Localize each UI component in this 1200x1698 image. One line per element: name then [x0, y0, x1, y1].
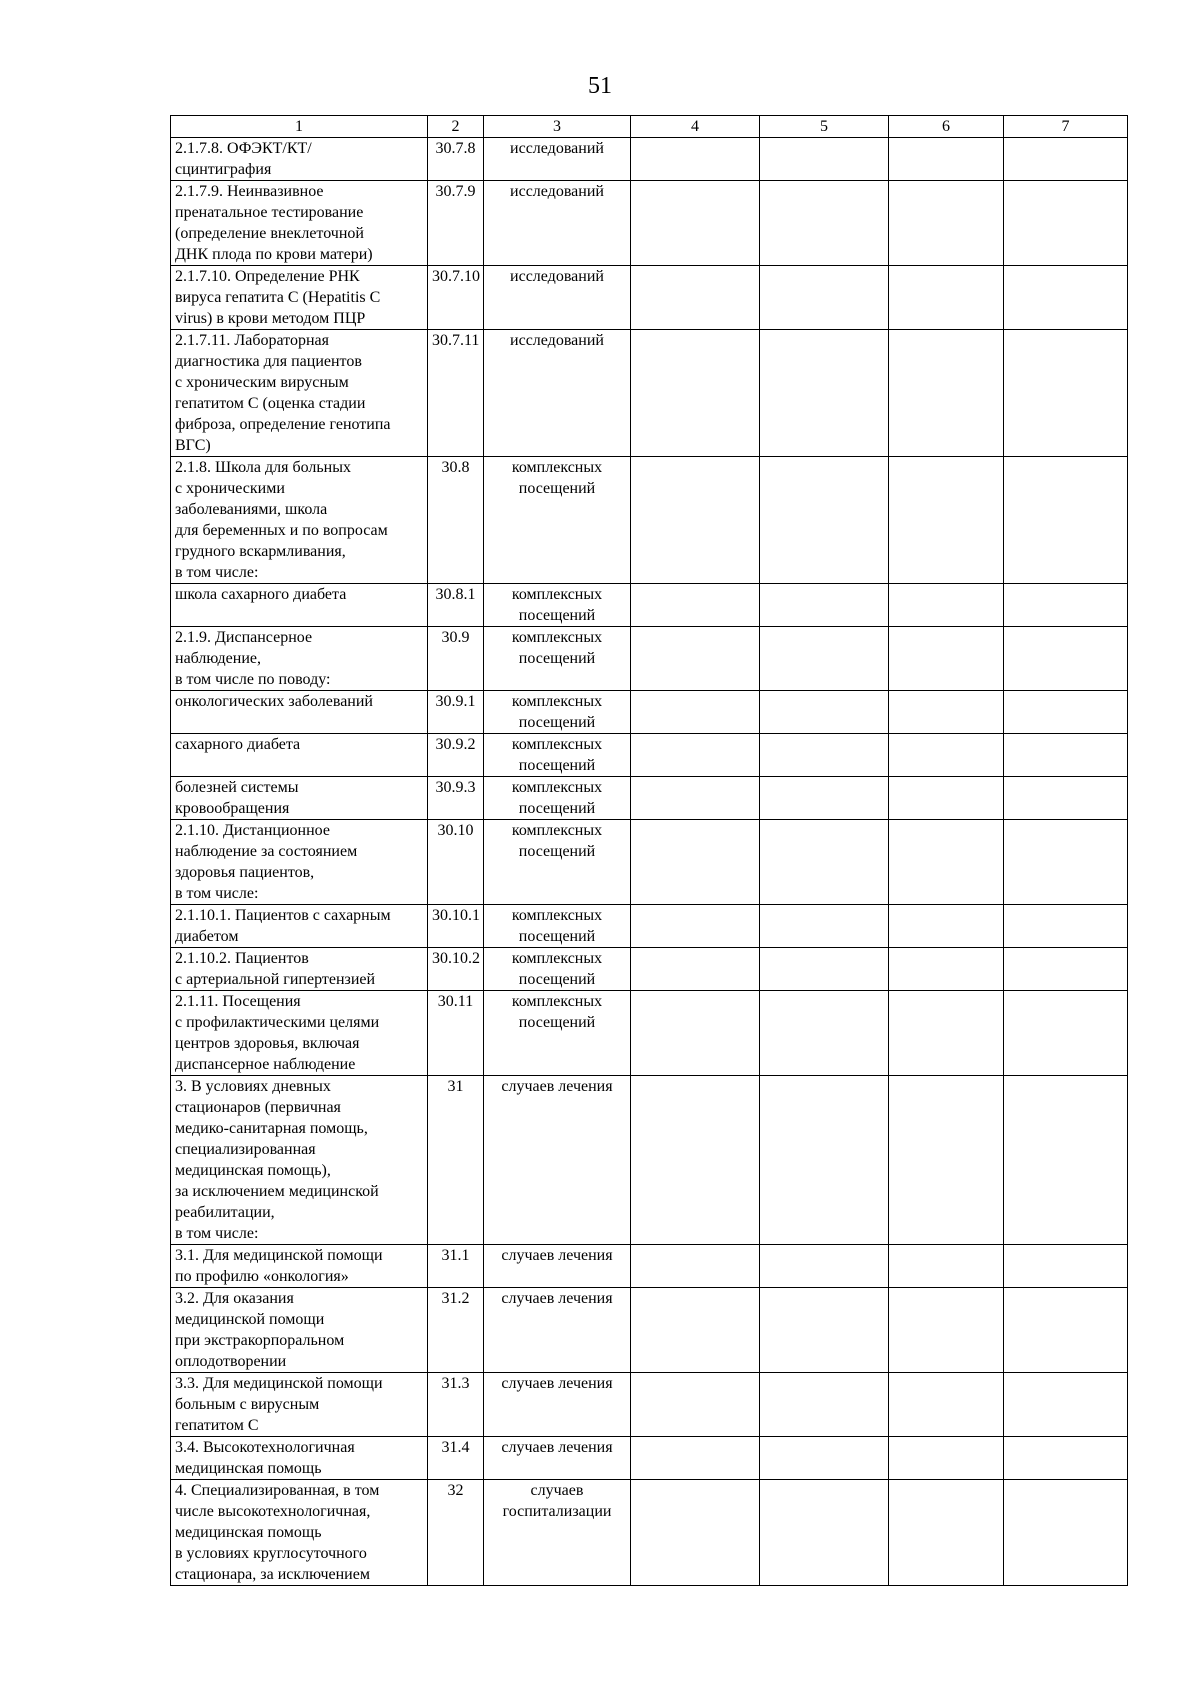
row-name-cell: 2.1.7.9. Неинвазивное пренатальное тестирование (определение внеклеточной ДНК плода по крови матери) [171, 181, 428, 266]
row-name-cell: 2.1.11. Посещения с профилактическими целями центров здоровья, включая диспансерное наблюдение [171, 991, 428, 1076]
row-name-cell: 2.1.10. Дистанционное наблюдение за состоянием здоровья пациентов, в том числе: [171, 820, 428, 905]
row-value-cell-7 [1004, 330, 1128, 457]
row-value-cell-6 [889, 1245, 1004, 1288]
row-unit-cell: случаев лечения [484, 1245, 631, 1288]
row-value-cell-6 [889, 330, 1004, 457]
table-row [171, 691, 1128, 734]
row-name-cell: 3.3. Для медицинской помощи больным с вирусным гепатитом С [171, 1373, 428, 1437]
row-value-cell-6 [889, 1288, 1004, 1373]
row-value-cell-7 [1004, 457, 1128, 584]
page-number: 51 [588, 73, 612, 99]
row-value-cell-5 [760, 948, 889, 991]
row-unit-cell: случаев лечения [484, 1437, 631, 1480]
row-value-cell-4 [631, 777, 760, 820]
table-row [171, 181, 1128, 266]
row-value-cell-5 [760, 1076, 889, 1245]
row-value-cell-6 [889, 777, 1004, 820]
row-value-cell-7 [1004, 138, 1128, 181]
row-unit-cell: случаев госпитализации [484, 1480, 631, 1586]
row-value-cell-6 [889, 948, 1004, 991]
row-name-cell: 2.1.9. Диспансерное наблюдение, в том числе по поводу: [171, 627, 428, 691]
row-value-cell-7 [1004, 1437, 1128, 1480]
row-unit-cell: случаев лечения [484, 1373, 631, 1437]
header-row [171, 116, 1128, 138]
row-value-cell-7 [1004, 691, 1128, 734]
table-row [171, 777, 1128, 820]
row-unit-cell: комплексных посещений [484, 734, 631, 777]
row-value-cell-7 [1004, 1245, 1128, 1288]
row-value-cell-7 [1004, 1076, 1128, 1245]
row-code-cell: 30.10.2 [428, 948, 484, 991]
table-row [171, 627, 1128, 691]
table-row [171, 905, 1128, 948]
row-value-cell-5 [760, 1288, 889, 1373]
row-value-cell-5 [760, 691, 889, 734]
row-unit-cell: комплексных посещений [484, 991, 631, 1076]
row-name-cell: 2.1.8. Школа для больных с хроническими заболеваниями, школа для беременных и по вопросам грудного вскармливания, в том числе: [171, 457, 428, 584]
row-value-cell-4 [631, 1480, 760, 1586]
row-value-cell-6 [889, 820, 1004, 905]
row-code-cell: 30.11 [428, 991, 484, 1076]
header-cell-2: 2 [428, 116, 484, 138]
row-name-cell: сахарного диабета [171, 734, 428, 777]
row-code-cell: 30.8 [428, 457, 484, 584]
row-unit-cell: исследований [484, 330, 631, 457]
row-value-cell-6 [889, 905, 1004, 948]
row-unit-cell: исследований [484, 181, 631, 266]
row-code-cell: 30.7.9 [428, 181, 484, 266]
row-value-cell-4 [631, 138, 760, 181]
row-value-cell-4 [631, 457, 760, 584]
row-code-cell: 30.7.10 [428, 266, 484, 330]
table-row [171, 1245, 1128, 1288]
row-value-cell-7 [1004, 266, 1128, 330]
row-code-cell: 31.3 [428, 1373, 484, 1437]
row-value-cell-6 [889, 691, 1004, 734]
table-row [171, 330, 1128, 457]
row-code-cell: 30.7.11 [428, 330, 484, 457]
table-row [171, 948, 1128, 991]
header-cell-7: 7 [1004, 116, 1128, 138]
row-name-cell: 3.2. Для оказания медицинской помощи при экстракорпоральном оплодотворении [171, 1288, 428, 1373]
row-value-cell-4 [631, 905, 760, 948]
row-name-cell: 3. В условиях дневных стационаров (первичная медико-санитарная помощь, специализированная медицинская помощь), за исключением медицинской реабилитации, в том числе: [171, 1076, 428, 1245]
row-code-cell: 30.9.1 [428, 691, 484, 734]
row-unit-cell: комплексных посещений [484, 905, 631, 948]
row-name-cell: 4. Специализированная, в том числе высокотехнологичная, медицинская помощь в условиях круглосуточного стационара, за исключением [171, 1480, 428, 1586]
row-value-cell-5 [760, 330, 889, 457]
row-unit-cell: случаев лечения [484, 1288, 631, 1373]
row-value-cell-5 [760, 457, 889, 584]
header-cell-5: 5 [760, 116, 889, 138]
row-value-cell-4 [631, 991, 760, 1076]
row-name-cell: 2.1.7.10. Определение РНК вируса гепатита С (Hepatitis C virus) в крови методом ПЦР [171, 266, 428, 330]
row-unit-cell: случаев лечения [484, 1076, 631, 1245]
row-value-cell-4 [631, 734, 760, 777]
table-row [171, 1480, 1128, 1586]
row-value-cell-6 [889, 1437, 1004, 1480]
row-value-cell-7 [1004, 777, 1128, 820]
row-code-cell: 31.4 [428, 1437, 484, 1480]
row-value-cell-5 [760, 1245, 889, 1288]
row-value-cell-5 [760, 1373, 889, 1437]
row-value-cell-4 [631, 1373, 760, 1437]
table-row [171, 584, 1128, 627]
row-code-cell: 30.10 [428, 820, 484, 905]
row-value-cell-6 [889, 1480, 1004, 1586]
header-cell-3: 3 [484, 116, 631, 138]
row-value-cell-6 [889, 627, 1004, 691]
row-value-cell-4 [631, 181, 760, 266]
row-value-cell-4 [631, 1288, 760, 1373]
row-value-cell-4 [631, 1245, 760, 1288]
row-value-cell-7 [1004, 1288, 1128, 1373]
data-table [170, 115, 1128, 1586]
row-value-cell-5 [760, 820, 889, 905]
table-row [171, 1373, 1128, 1437]
row-value-cell-4 [631, 266, 760, 330]
row-value-cell-7 [1004, 627, 1128, 691]
row-name-cell: 2.1.10.2. Пациентов с артериальной гипертензией [171, 948, 428, 991]
row-value-cell-7 [1004, 734, 1128, 777]
row-value-cell-5 [760, 1480, 889, 1586]
row-unit-cell: комплексных посещений [484, 627, 631, 691]
row-unit-cell: комплексных посещений [484, 777, 631, 820]
row-code-cell: 30.8.1 [428, 584, 484, 627]
row-value-cell-7 [1004, 905, 1128, 948]
row-code-cell: 31.1 [428, 1245, 484, 1288]
row-code-cell: 30.10.1 [428, 905, 484, 948]
table-row [171, 138, 1128, 181]
row-value-cell-6 [889, 457, 1004, 584]
row-value-cell-6 [889, 734, 1004, 777]
row-code-cell: 30.7.8 [428, 138, 484, 181]
row-name-cell: школа сахарного диабета [171, 584, 428, 627]
row-value-cell-4 [631, 584, 760, 627]
header-cell-4: 4 [631, 116, 760, 138]
row-value-cell-6 [889, 584, 1004, 627]
row-code-cell: 31 [428, 1076, 484, 1245]
row-value-cell-4 [631, 330, 760, 457]
row-value-cell-5 [760, 584, 889, 627]
table-row [171, 457, 1128, 584]
row-unit-cell: комплексных посещений [484, 691, 631, 734]
row-value-cell-4 [631, 627, 760, 691]
row-value-cell-4 [631, 1076, 760, 1245]
table-row [171, 1076, 1128, 1245]
row-value-cell-7 [1004, 991, 1128, 1076]
row-value-cell-6 [889, 266, 1004, 330]
row-unit-cell: комплексных посещений [484, 948, 631, 991]
table-row [171, 820, 1128, 905]
table-body [171, 138, 1128, 1586]
row-name-cell: болезней системы кровообращения [171, 777, 428, 820]
table-row [171, 1437, 1128, 1480]
row-code-cell: 31.2 [428, 1288, 484, 1373]
row-value-cell-6 [889, 1373, 1004, 1437]
row-value-cell-5 [760, 905, 889, 948]
row-value-cell-6 [889, 138, 1004, 181]
row-value-cell-7 [1004, 820, 1128, 905]
row-name-cell: 2.1.10.1. Пациентов с сахарным диабетом [171, 905, 428, 948]
row-value-cell-5 [760, 627, 889, 691]
row-name-cell: 2.1.7.8. ОФЭКТ/КТ/ сцинтиграфия [171, 138, 428, 181]
row-value-cell-6 [889, 1076, 1004, 1245]
row-value-cell-6 [889, 991, 1004, 1076]
row-value-cell-5 [760, 734, 889, 777]
row-code-cell: 30.9.3 [428, 777, 484, 820]
row-value-cell-4 [631, 948, 760, 991]
row-value-cell-5 [760, 1437, 889, 1480]
row-value-cell-7 [1004, 181, 1128, 266]
table-row [171, 991, 1128, 1076]
table-row [171, 734, 1128, 777]
row-code-cell: 32 [428, 1480, 484, 1586]
table-row [171, 1288, 1128, 1373]
row-unit-cell: комплексных посещений [484, 457, 631, 584]
row-name-cell: 2.1.7.11. Лабораторная диагностика для пациентов с хроническим вирусным гепатитом С (оценка стадии фиброза, определение генотипа ВГС) [171, 330, 428, 457]
row-value-cell-5 [760, 991, 889, 1076]
row-value-cell-5 [760, 181, 889, 266]
table-row [171, 266, 1128, 330]
row-name-cell: 3.4. Высокотехнологичная медицинская помощь [171, 1437, 428, 1480]
header-cell-1: 1 [171, 116, 428, 138]
row-value-cell-4 [631, 820, 760, 905]
row-value-cell-7 [1004, 948, 1128, 991]
row-value-cell-6 [889, 181, 1004, 266]
row-value-cell-5 [760, 777, 889, 820]
row-value-cell-4 [631, 691, 760, 734]
row-unit-cell: комплексных посещений [484, 584, 631, 627]
row-name-cell: 3.1. Для медицинской помощи по профилю «онкология» [171, 1245, 428, 1288]
row-code-cell: 30.9 [428, 627, 484, 691]
row-value-cell-5 [760, 266, 889, 330]
row-name-cell: онкологических заболеваний [171, 691, 428, 734]
row-unit-cell: исследований [484, 266, 631, 330]
row-value-cell-7 [1004, 584, 1128, 627]
row-value-cell-7 [1004, 1373, 1128, 1437]
row-value-cell-4 [631, 1437, 760, 1480]
row-value-cell-7 [1004, 1480, 1128, 1586]
header-cell-6: 6 [889, 116, 1004, 138]
row-code-cell: 30.9.2 [428, 734, 484, 777]
row-unit-cell: исследований [484, 138, 631, 181]
row-value-cell-5 [760, 138, 889, 181]
row-unit-cell: комплексных посещений [484, 820, 631, 905]
